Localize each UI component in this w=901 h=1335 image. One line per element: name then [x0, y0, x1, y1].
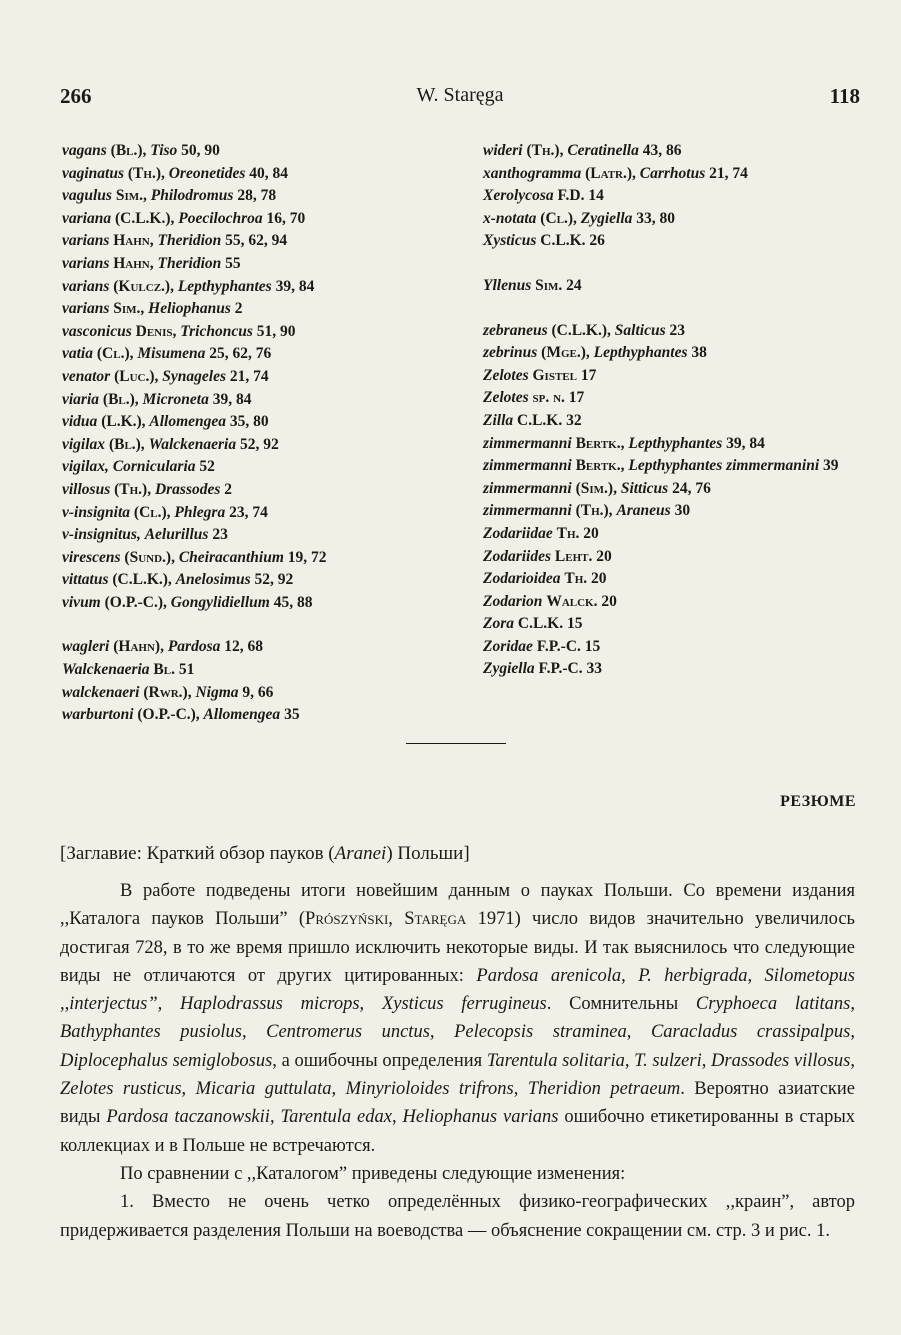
genus-name: Zodariidae	[483, 524, 553, 542]
author-name: (Cl.),	[540, 209, 577, 227]
page-refs: 21, 74	[709, 164, 748, 182]
genus-name: Zelotes	[483, 366, 529, 384]
species-name: venator	[62, 367, 111, 385]
page-refs: 24, 76	[672, 479, 711, 497]
index-gap	[483, 298, 873, 320]
author-name: (C.L.K.),	[112, 571, 172, 589]
index-entry	[62, 253, 462, 276]
genus-name: Cornicularia	[112, 458, 196, 476]
author-name: (L.K.),	[101, 413, 146, 431]
author-name: Hahn,	[113, 232, 154, 250]
page-refs: 55	[225, 254, 241, 272]
genus-name: Zora	[483, 615, 514, 633]
author-name: (Th.),	[127, 164, 165, 182]
index-entry	[483, 658, 873, 681]
page-refs: 15	[566, 615, 583, 633]
page-number-left: 266	[60, 84, 92, 108]
species-name: varians	[62, 277, 110, 295]
species-name: wideri	[483, 142, 523, 159]
index-entry	[62, 434, 462, 457]
page-header	[60, 84, 860, 112]
index-entry	[483, 523, 873, 546]
index-entry	[62, 456, 462, 479]
species-name: villosus	[62, 480, 111, 498]
genus-name: Theridion	[157, 232, 222, 250]
index-entry	[483, 455, 873, 478]
page-refs: 17	[580, 366, 597, 384]
index-entry	[62, 298, 462, 321]
species-name: xanthogramma	[483, 164, 582, 182]
author-name: (Latr.),	[585, 164, 636, 182]
genus-name: Zodariides	[483, 547, 552, 565]
page-refs: 25, 62, 76	[209, 345, 272, 363]
author-name: (O.P.-C.),	[104, 593, 167, 611]
genus-name: Araneus	[616, 502, 671, 520]
species-name: varians	[62, 232, 110, 250]
author-name: (C.L.K.),	[114, 209, 175, 227]
heading-suffix: ) Польши]	[386, 843, 470, 864]
index-entry	[62, 411, 462, 434]
index-entry	[62, 636, 462, 659]
genus-name: Zygiella	[483, 660, 535, 678]
genus-name: Yllenus	[483, 276, 532, 294]
species-name: warburtoni	[62, 706, 134, 724]
genus-name: Theridion	[157, 254, 222, 272]
species-name: vatia	[62, 345, 93, 363]
author-name: Sim.,	[115, 187, 147, 205]
resume-heading	[60, 843, 860, 865]
index-entry	[483, 591, 873, 614]
author-name: (Th.),	[575, 502, 613, 520]
author-name: (Cl.),	[96, 345, 134, 363]
taxon-author: Th.	[564, 570, 588, 588]
taxon-author: C.L.K.	[517, 615, 564, 633]
resume-paragraph: В работе подведены итоги новейшим данным о пауках Польши. Со времени издания ,,Каталога пауков Польши” (Prószyński, Staręga 1971) число видов значительно увеличилось достигая 728, в то же время пришло исключить некоторые виды. И так выяснилось что следующие виды не отличаются от других цитированных: Pardosa arenicola, P. herbigrada, Silometopus ,,interjectus”, Haplodrassus microps, Xysticus ferrugineus. Сомнительны Cryphoeca latitans, Bathyphantes pusiolus, Centromerus unctus, Pelecopsis straminea, Caracladus crassipalpus, Diplocephalus semiglobosus, а ошибочны определения Tarentula solitaria, T. sulzeri, Drassodes villosus, Zelotes rusticus, Micaria guttulata, Minyrioloides trifrons, Theridion petraeum. Вероятно азиатские виды Pardosa taczanowskii, Tarentula edax, Heliophanus varians ошибочно етикетированны в старых коллекциах и в Польше не встречаются.	[60, 881, 856, 1156]
index-entry	[62, 704, 462, 727]
page-refs: 2	[224, 480, 233, 498]
page-refs: 20	[583, 524, 599, 542]
index-entry	[483, 636, 873, 659]
species-name: viaria	[62, 390, 100, 408]
page-refs: 39	[823, 457, 839, 475]
index-entry	[483, 185, 873, 208]
species-name: v-insignita	[62, 503, 131, 521]
index-entry	[62, 592, 462, 615]
page-refs: 20	[591, 570, 607, 588]
index-entry	[62, 659, 462, 682]
genus-name: Zoridae	[483, 637, 533, 655]
page-refs: 24	[566, 276, 582, 294]
index-entry	[483, 433, 873, 456]
taxon-author: Bl.	[153, 661, 175, 679]
resume-paragraph: По сравнении с ,,Каталогом” приведены следующие изменения:	[120, 1163, 626, 1184]
author-name: (Kulcz.),	[113, 277, 174, 295]
page-number-right: 118	[829, 84, 860, 108]
page-refs: 33	[586, 660, 602, 678]
page-refs: 12, 68	[224, 638, 263, 656]
taxon-author: Gistel	[532, 366, 577, 384]
page-refs: 39, 84	[212, 390, 252, 408]
page-refs: 14	[588, 187, 604, 205]
page-refs: 19, 72	[287, 548, 327, 566]
index-entry	[62, 524, 462, 547]
genus-name: Philodromus	[150, 187, 234, 205]
genus-name: Allomengea	[203, 706, 281, 724]
genus-name: Sitticus	[620, 479, 669, 497]
page-refs: 39, 84	[726, 434, 765, 452]
genus-name: Zelotes	[483, 389, 529, 407]
species-name: variana	[62, 209, 112, 227]
index-entry	[483, 140, 873, 163]
page-refs: 55, 62, 94	[225, 232, 288, 250]
index-gap	[62, 614, 462, 636]
taxon-author: F.D.	[557, 187, 585, 205]
page-refs: 9, 66	[242, 683, 274, 701]
author-name: Sim.,	[113, 300, 145, 318]
index-entry	[62, 163, 462, 186]
genus-name: Aelurillus	[144, 526, 209, 544]
page-refs: 17	[568, 389, 585, 407]
running-head-author: W. Staręga	[416, 84, 504, 106]
index-entry	[62, 682, 462, 705]
species-name: virescens	[62, 548, 121, 566]
genus-name: Xerolycosa	[483, 187, 554, 205]
author-name: (Cl.),	[133, 503, 171, 521]
page-refs: 45, 88	[273, 593, 313, 611]
page-refs: 39, 84	[275, 277, 315, 295]
author-name: (Th.),	[114, 480, 152, 498]
page-refs: 51	[178, 661, 195, 679]
resume-paragraph: 1. Вместо не очень четко определённых физико-географических ,,краин”, автор придерживается разделения Польши на воеводства — объяснение сокращении см. стр. 3 и рис. 1.	[60, 1192, 855, 1241]
genus-name: Lepthyphantes	[593, 344, 688, 362]
species-name: zimmermanni	[483, 502, 572, 520]
author-name: (Th.),	[526, 142, 564, 159]
index-entry	[483, 410, 873, 433]
author-name: (Bl.),	[102, 390, 139, 408]
index-entry	[483, 613, 873, 636]
index-entry	[62, 185, 462, 208]
species-name: zebrinus	[483, 344, 538, 362]
species-name: v-insignitus,	[62, 526, 141, 544]
species-name: varians	[62, 254, 110, 272]
page-refs: 28, 78	[237, 187, 277, 205]
page-refs: 52	[199, 458, 215, 476]
taxon-author: F.P.-C.	[536, 637, 581, 655]
author-name: Bertk.,	[575, 457, 625, 475]
genus-name: Ceratinella	[567, 142, 639, 159]
genus-name: Tiso	[150, 142, 178, 159]
species-name: walckenaeri	[62, 683, 140, 701]
resume-body	[60, 877, 855, 1245]
genus-name: Gongylidiellum	[170, 593, 270, 611]
index-entry	[62, 569, 462, 592]
index-entry	[62, 502, 462, 525]
genus-name: Drassodes	[154, 480, 221, 498]
author-name: (Sim.),	[575, 479, 617, 497]
species-name: vivum	[62, 593, 101, 611]
author-name: (Sund.),	[124, 548, 175, 566]
genus-name: Cheiracanthium	[178, 548, 284, 566]
taxon-author: Leht.	[554, 547, 593, 565]
page-refs: 16, 70	[266, 209, 306, 227]
index-gap	[483, 253, 873, 275]
page-refs: 38	[691, 344, 707, 362]
taxon-author: C.L.K.	[517, 411, 563, 429]
species-name: vidua	[62, 413, 98, 431]
index-entry	[483, 230, 873, 253]
section-divider	[406, 743, 506, 744]
author-name: Denis,	[135, 322, 177, 340]
species-name: vigilax,	[62, 458, 109, 476]
genus-name: Trichoncus	[180, 322, 253, 340]
genus-name: Walckenaeria	[62, 661, 150, 679]
species-name: x-notata	[483, 209, 537, 227]
index-entry	[62, 208, 462, 231]
index-entry	[62, 230, 462, 253]
index-entry	[62, 276, 462, 299]
genus-name: Heliophanus	[148, 300, 231, 318]
author-name: (O.P.-C.),	[137, 706, 200, 724]
page-refs: 33, 80	[636, 209, 676, 227]
heading-prefix: [Заглавие: Краткий обзор пауков (	[60, 843, 335, 864]
page-refs: 2	[234, 300, 243, 318]
genus-name: Zodarioidea	[483, 570, 561, 588]
page-refs: 40, 84	[249, 164, 288, 182]
author-name: (Bl.),	[108, 435, 145, 453]
index-entry	[62, 479, 462, 502]
genus-name: Zodarion	[483, 592, 543, 610]
page-refs: 43, 86	[642, 142, 682, 159]
taxon-author: C.L.K.	[540, 232, 586, 250]
genus-name: Misumena	[137, 345, 206, 363]
page-refs: 30	[674, 502, 691, 520]
species-name: zebraneus	[483, 321, 548, 339]
genus-name: Synageles	[162, 367, 226, 385]
taxon-author: Walck.	[546, 592, 598, 610]
resume-label: РЕЗЮМЕ	[780, 793, 856, 810]
index-entry	[62, 366, 462, 389]
index-entry	[483, 478, 873, 501]
genus-name: Phlegra	[174, 503, 226, 521]
page-refs: 20	[601, 592, 617, 610]
index-entry	[483, 568, 873, 591]
taxon-author: F.P.-C.	[538, 660, 583, 678]
page-refs: 50, 90	[181, 142, 220, 159]
genus-name: Xysticus	[483, 232, 537, 250]
author-name: (C.L.K.),	[551, 321, 611, 339]
page-refs: 51, 90	[256, 322, 296, 340]
page-refs: 52, 92	[239, 435, 279, 453]
index-entry	[483, 365, 873, 388]
author-name: (Hahn),	[113, 638, 164, 656]
index-entry	[483, 342, 873, 365]
author-name: (Bl.),	[110, 142, 147, 159]
page-refs: 32	[566, 411, 582, 429]
author-name: (Luc.),	[114, 367, 159, 385]
heading-italic: Aranei	[334, 843, 387, 864]
genus-name: Poecilochroa	[178, 209, 263, 227]
taxon-author: Th.	[556, 524, 580, 542]
species-name: vagans	[62, 142, 107, 159]
index-entry	[483, 275, 873, 298]
species-name: zimmermanni	[483, 434, 572, 452]
page-refs: 52, 92	[254, 571, 294, 589]
species-name: vittatus	[62, 571, 109, 589]
taxon-author: sp. n.	[532, 389, 565, 407]
genus-name: Zygiella	[580, 209, 633, 227]
page-refs: 26	[589, 232, 605, 250]
genus-name: Allomengea	[149, 413, 227, 431]
index-entry	[483, 163, 873, 186]
page-refs: 21, 74	[229, 367, 269, 385]
species-name: wagleri	[62, 638, 110, 656]
genus-name: Zilla	[483, 411, 514, 429]
index-entry	[62, 547, 462, 570]
page-refs: 35, 80	[229, 413, 269, 431]
index-entry	[62, 321, 462, 344]
genus-name: Nigma	[195, 683, 239, 701]
index-entry	[62, 343, 462, 366]
page-refs: 15	[584, 637, 601, 655]
index-entry	[62, 140, 462, 163]
species-name: vigilax	[62, 435, 106, 453]
author-name: (Rwr.),	[143, 683, 192, 701]
index-entry	[483, 387, 873, 410]
taxon-author: Sim.	[535, 276, 563, 294]
genus-name: Anelosimus	[175, 571, 251, 589]
index-entry	[62, 389, 462, 412]
index-entry	[483, 320, 873, 343]
species-name: vaginatus	[62, 164, 125, 182]
genus-name: Microneta	[142, 390, 209, 408]
genus-name: Lepthyphantes	[177, 277, 272, 295]
species-name: varians	[62, 300, 110, 318]
genus-name: Walckenaeria	[148, 435, 237, 453]
page-refs: 23	[212, 526, 228, 544]
index-entry	[483, 500, 873, 523]
genus-name: Pardosa	[167, 638, 221, 656]
page-refs: 35	[284, 706, 300, 724]
genus-name: Salticus	[614, 321, 666, 339]
genus-name: Oreonetides	[168, 164, 246, 182]
index-column-right	[483, 140, 873, 681]
page-refs: 20	[596, 547, 612, 565]
index-column-left	[62, 140, 462, 727]
genus-name: Lepthyphantes zimmermanini	[628, 457, 820, 475]
species-name: vagulus	[62, 187, 112, 205]
index-entry	[483, 208, 873, 231]
index-entry	[483, 546, 873, 569]
genus-name: Carrhotus	[639, 164, 706, 182]
genus-name: Lepthyphantes	[628, 434, 723, 452]
page-refs: 23	[669, 321, 685, 339]
page-refs: 23, 74	[229, 503, 268, 521]
author-name: (Mge.),	[541, 344, 590, 362]
author-name: Bertk.,	[575, 434, 625, 452]
species-name: zimmermanni	[483, 479, 572, 497]
species-name: vasconicus	[62, 322, 132, 340]
species-name: zimmermanni	[483, 457, 572, 475]
author-name: Hahn,	[113, 254, 154, 272]
